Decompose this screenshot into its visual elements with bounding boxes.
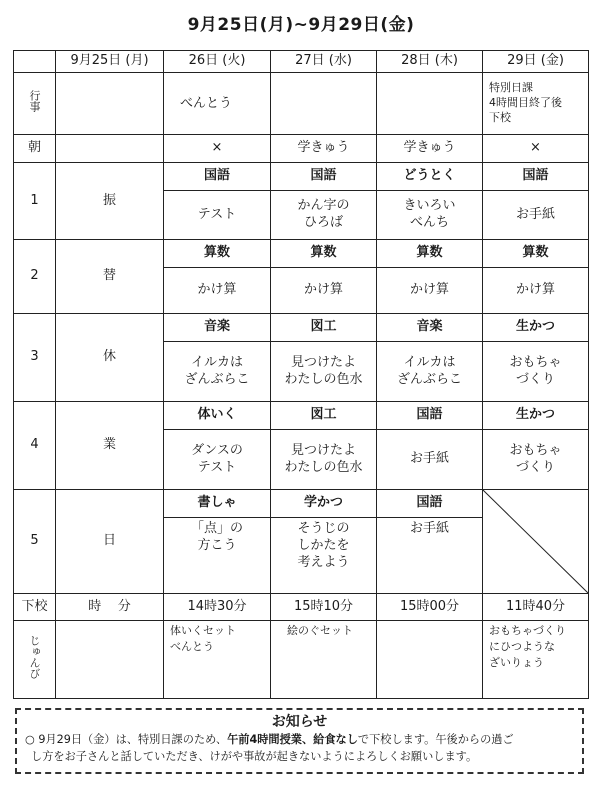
content-p2-wed: かけ算	[271, 268, 377, 314]
morning-mon	[56, 135, 164, 163]
events-wed	[271, 73, 377, 135]
content-p3-fri: おもちゃ づくり	[483, 342, 589, 402]
period-2-subject-row	[14, 240, 589, 268]
period-1-label: 1	[14, 163, 56, 240]
row-label-junbi: じゅんび	[14, 621, 56, 699]
morning-tue: ×	[164, 135, 271, 163]
period-1-subject-row	[14, 163, 589, 191]
content-p1-wed: かん字の ひろば	[271, 191, 377, 240]
subject-p1-thu: どうとく	[377, 163, 483, 191]
notice-line-2: し方をお子さんと話していただき、けがや事故が起きないようによろしくお願いします。	[31, 750, 478, 763]
holiday-char: 業	[56, 402, 164, 490]
subject-p5-tue: 書しゃ	[164, 490, 271, 518]
period-3-subject-row	[14, 314, 589, 342]
dismissal-row	[14, 594, 589, 621]
subject-p4-tue: 体いく	[164, 402, 271, 430]
preparation-thu	[377, 621, 483, 699]
subject-p2-thu: 算数	[377, 240, 483, 268]
content-p5-thu: お手紙	[377, 518, 483, 594]
events-thu	[377, 73, 483, 135]
content-p3-wed: 見つけたよ わたしの色水	[271, 342, 377, 402]
schedule-table	[13, 50, 589, 699]
preparation-fri: おもちゃづくり にひつような ざいりょう	[483, 621, 589, 699]
content-p5-tue: 「点」の 方こう	[164, 518, 271, 594]
dismissal-unit: 時 分	[56, 594, 164, 621]
content-p5-wed: そうじの しかたを 考えよう	[271, 518, 377, 594]
row-label-gekou: 下校	[14, 594, 56, 621]
subject-p4-wed: 図工	[271, 402, 377, 430]
period-4-subject-row	[14, 402, 589, 430]
notice-text-a: 9月29日（金）は、特別日課のため、	[38, 733, 228, 746]
header-row	[14, 51, 589, 73]
notice-text-bold: 午前4時間授業、給食なし	[227, 733, 358, 746]
subject-p4-thu: 国語	[377, 402, 483, 430]
subject-p3-fri: 生かつ	[483, 314, 589, 342]
subject-p4-fri: 生かつ	[483, 402, 589, 430]
period-5-label: 5	[14, 490, 56, 594]
period-2-label: 2	[14, 240, 56, 314]
notice-line-1	[17, 731, 582, 748]
dismissal-wed: 15時10分	[271, 594, 377, 621]
header-day-tue: 26日 (火)	[164, 51, 271, 73]
header-day-fri: 29日 (金)	[483, 51, 589, 73]
morning-row	[14, 135, 589, 163]
dismissal-tue: 14時30分	[164, 594, 271, 621]
notice-title: お知らせ	[271, 714, 328, 730]
notice-bullet: ○	[25, 733, 35, 746]
preparation-mon	[56, 621, 164, 699]
subject-p2-fri: 算数	[483, 240, 589, 268]
holiday-char: 休	[56, 314, 164, 402]
period-4-label: 4	[14, 402, 56, 490]
content-p4-tue: ダンスの テスト	[164, 430, 271, 490]
header-day-mon: 9月25日 (月)	[56, 51, 164, 73]
content-p1-tue: テスト	[164, 191, 271, 240]
preparation-wed: 絵のぐセット	[271, 621, 377, 699]
content-p2-fri: かけ算	[483, 268, 589, 314]
empty-slash-cell	[483, 490, 589, 594]
subject-p5-thu: 国語	[377, 490, 483, 518]
header-day-thu: 28日 (木)	[377, 51, 483, 73]
subject-p2-tue: 算数	[164, 240, 271, 268]
events-fri: 特別日課 4時間目終了後 下校	[483, 73, 589, 135]
subject-p1-tue: 国語	[164, 163, 271, 191]
subject-p3-thu: 音楽	[377, 314, 483, 342]
holiday-char: 替	[56, 240, 164, 314]
period-3-label: 3	[14, 314, 56, 402]
holiday-char: 日	[56, 490, 164, 594]
morning-wed: 学きゅう	[271, 135, 377, 163]
content-p3-tue: イルカは ざんぶらこ	[164, 342, 271, 402]
content-p1-thu: きいろい べんち	[377, 191, 483, 240]
period-5-subject-row	[14, 490, 589, 518]
content-p3-thu: イルカは ざんぶらこ	[377, 342, 483, 402]
subject-p5-wed: 学かつ	[271, 490, 377, 518]
morning-thu: 学きゅう	[377, 135, 483, 163]
preparation-row	[14, 621, 589, 699]
row-label-gyouji: 行事	[14, 73, 56, 135]
content-p2-thu: かけ算	[377, 268, 483, 314]
slash-line	[483, 490, 588, 593]
header-corner	[14, 51, 56, 73]
header-day-wed: 27日 (水)	[271, 51, 377, 73]
morning-fri: ×	[483, 135, 589, 163]
holiday-char: 振	[56, 163, 164, 240]
notice-box	[15, 708, 584, 774]
subject-p1-fri: 国語	[483, 163, 589, 191]
subject-p3-tue: 音楽	[164, 314, 271, 342]
content-p4-wed: 見つけたよ わたしの色水	[271, 430, 377, 490]
preparation-tue: 体いくセット べんとう	[164, 621, 271, 699]
dismissal-fri: 11時40分	[483, 594, 589, 621]
page-title: 9月25日(月)~9月29日(金)	[187, 15, 415, 35]
events-mon	[56, 73, 164, 135]
content-p1-fri: お手紙	[483, 191, 589, 240]
dismissal-thu: 15時00分	[377, 594, 483, 621]
subject-p3-wed: 図工	[271, 314, 377, 342]
row-label-asa: 朝	[14, 135, 56, 163]
subject-p2-wed: 算数	[271, 240, 377, 268]
content-p2-tue: かけ算	[164, 268, 271, 314]
events-tue: べんとう	[164, 73, 271, 135]
content-p4-thu: お手紙	[377, 430, 483, 490]
content-p4-fri: おもちゃ づくり	[483, 430, 589, 490]
notice-text-b: で下校します。午後からの過ご	[357, 733, 514, 746]
subject-p1-wed: 国語	[271, 163, 377, 191]
events-row	[14, 73, 589, 135]
